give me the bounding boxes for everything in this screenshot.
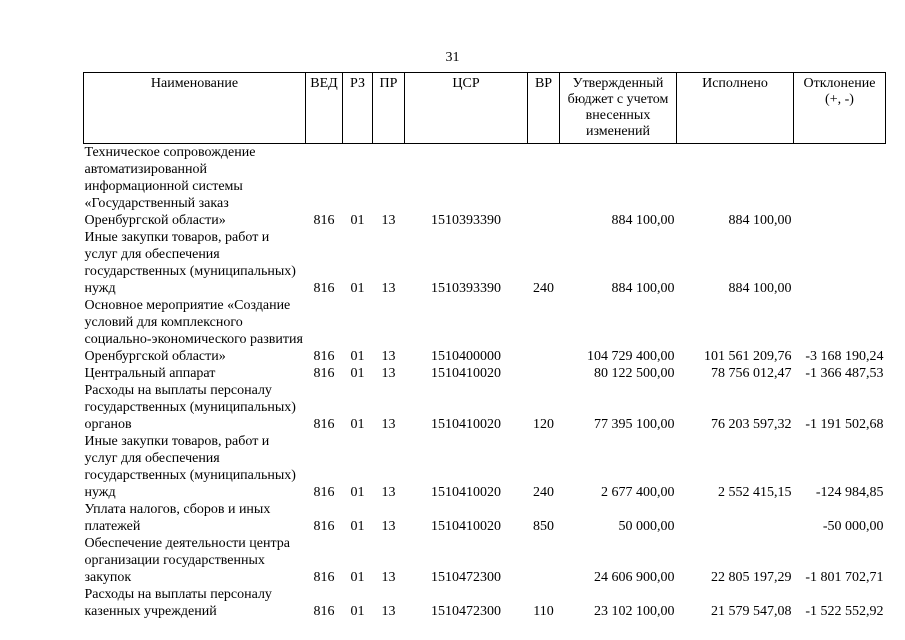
- table-row: [84, 586, 886, 620]
- table-row: [84, 229, 886, 297]
- row-name: Основное мероприятие «Создание условий для комплексного социально-экономического развития Оренбургской области»: [84, 298, 303, 364]
- row-vr: 110: [533, 604, 554, 619]
- row-ved: 816: [313, 349, 335, 364]
- header-deviation: Отклонение (+, -): [794, 73, 886, 144]
- row-vr: 120: [533, 417, 554, 432]
- row-pr: 13: [381, 366, 396, 381]
- row-rz: 01: [350, 213, 365, 228]
- row-vr: [528, 297, 560, 365]
- row-vr: 850: [533, 519, 554, 534]
- row-ved: 816: [313, 213, 335, 228]
- row-budget: 50 000,00: [618, 519, 675, 534]
- row-csr: 1510410020: [431, 417, 501, 432]
- row-ved: 816: [313, 485, 335, 500]
- row-done: 101 561 209,76: [704, 349, 792, 364]
- row-rz: 01: [350, 349, 365, 364]
- table-header-row: [84, 73, 886, 144]
- row-rz: 01: [350, 519, 365, 534]
- row-deviation: -1 191 502,68: [805, 417, 884, 432]
- table-row: [84, 297, 886, 365]
- header-csr: ЦСР: [405, 73, 528, 144]
- table-row: [84, 382, 886, 433]
- row-csr: 1510410020: [431, 519, 501, 534]
- row-rz: 01: [350, 366, 365, 381]
- row-ved: 816: [313, 519, 335, 534]
- row-name: Центральный аппарат: [84, 366, 216, 381]
- row-ved: 816: [313, 604, 335, 619]
- row-rz: 01: [350, 281, 365, 296]
- row-done: 78 756 012,47: [711, 366, 792, 381]
- row-name: Иные закупки товаров, работ и услуг для обеспечения государственных (муниципальных) нужд: [84, 230, 296, 296]
- table-row: [84, 501, 886, 535]
- row-vr: 240: [533, 281, 554, 296]
- row-done: 884 100,00: [728, 281, 792, 296]
- row-deviation: [794, 144, 886, 230]
- row-budget: 2 677 400,00: [601, 485, 675, 500]
- row-csr: 1510400000: [431, 349, 501, 364]
- header-name: Наименование: [84, 73, 306, 144]
- row-deviation: -1 522 552,92: [805, 604, 884, 619]
- row-pr: 13: [381, 349, 396, 364]
- row-budget: 24 606 900,00: [594, 570, 675, 585]
- row-pr: 13: [381, 417, 396, 432]
- row-done: 22 805 197,29: [711, 570, 792, 585]
- row-vr: [528, 144, 560, 230]
- row-vr: [528, 535, 560, 586]
- row-done: 76 203 597,32: [711, 417, 792, 432]
- row-name: Иные закупки товаров, работ и услуг для обеспечения государственных (муниципальных) нужд: [84, 434, 296, 500]
- header-vr: ВР: [528, 73, 560, 144]
- row-budget: 884 100,00: [611, 213, 675, 228]
- row-ved: 816: [313, 281, 335, 296]
- row-rz: 01: [350, 485, 365, 500]
- row-done: 2 552 415,15: [718, 485, 792, 500]
- header-ved: ВЕД: [306, 73, 343, 144]
- row-csr: 1510393390: [431, 281, 501, 296]
- header-rz: РЗ: [343, 73, 373, 144]
- table-row: [84, 365, 886, 382]
- row-vr: [528, 365, 560, 382]
- row-pr: 13: [381, 570, 396, 585]
- row-budget: 884 100,00: [611, 281, 675, 296]
- row-ved: 816: [313, 417, 335, 432]
- row-deviation: -1 366 487,53: [805, 366, 884, 381]
- row-ved: 816: [313, 570, 335, 585]
- row-deviation: -3 168 190,24: [805, 349, 884, 364]
- row-done: [677, 501, 794, 535]
- row-name: Техническое сопровождение автоматизированной информационной системы «Государственный заказ Оренбургской области»: [84, 145, 256, 228]
- header-pr: ПР: [373, 73, 405, 144]
- row-budget: 104 729 400,00: [587, 349, 675, 364]
- row-pr: 13: [381, 485, 396, 500]
- row-rz: 01: [350, 604, 365, 619]
- table-row: [84, 433, 886, 501]
- row-rz: 01: [350, 570, 365, 585]
- row-deviation: [794, 229, 886, 297]
- row-csr: 1510472300: [431, 604, 501, 619]
- row-csr: 1510472300: [431, 570, 501, 585]
- row-name: Обеспечение деятельности центра организации государственных закупок: [84, 536, 290, 585]
- row-done: 884 100,00: [728, 213, 792, 228]
- table-row: [84, 144, 886, 230]
- header-budget: Утвержденный бюджет с учетом внесенных изменений: [560, 73, 677, 144]
- row-pr: 13: [381, 604, 396, 619]
- budget-table: [83, 72, 886, 620]
- row-vr: 240: [533, 485, 554, 500]
- header-done: Исполнено: [677, 73, 794, 144]
- row-deviation: -124 984,85: [815, 485, 884, 500]
- row-deviation: -1 801 702,71: [805, 570, 884, 585]
- row-budget: 23 102 100,00: [594, 604, 675, 619]
- row-name: Расходы на выплаты персоналу казенных учреждений: [84, 587, 272, 619]
- row-csr: 1510410020: [431, 366, 501, 381]
- row-csr: 1510410020: [431, 485, 501, 500]
- table-row: [84, 535, 886, 586]
- row-done: 21 579 547,08: [711, 604, 792, 619]
- row-pr: 13: [381, 281, 396, 296]
- row-name: Расходы на выплаты персоналу государственных (муниципальных) органов: [84, 383, 296, 432]
- row-pr: 13: [381, 213, 396, 228]
- row-budget: 77 395 100,00: [594, 417, 675, 432]
- row-pr: 13: [381, 519, 396, 534]
- row-csr: 1510393390: [431, 213, 501, 228]
- row-name: Уплата налогов, сборов и иных платежей: [84, 502, 271, 534]
- row-ved: 816: [313, 366, 335, 381]
- row-rz: 01: [350, 417, 365, 432]
- row-deviation: -50 000,00: [822, 519, 884, 534]
- row-budget: 80 122 500,00: [594, 366, 675, 381]
- page-number: 31: [445, 50, 460, 65]
